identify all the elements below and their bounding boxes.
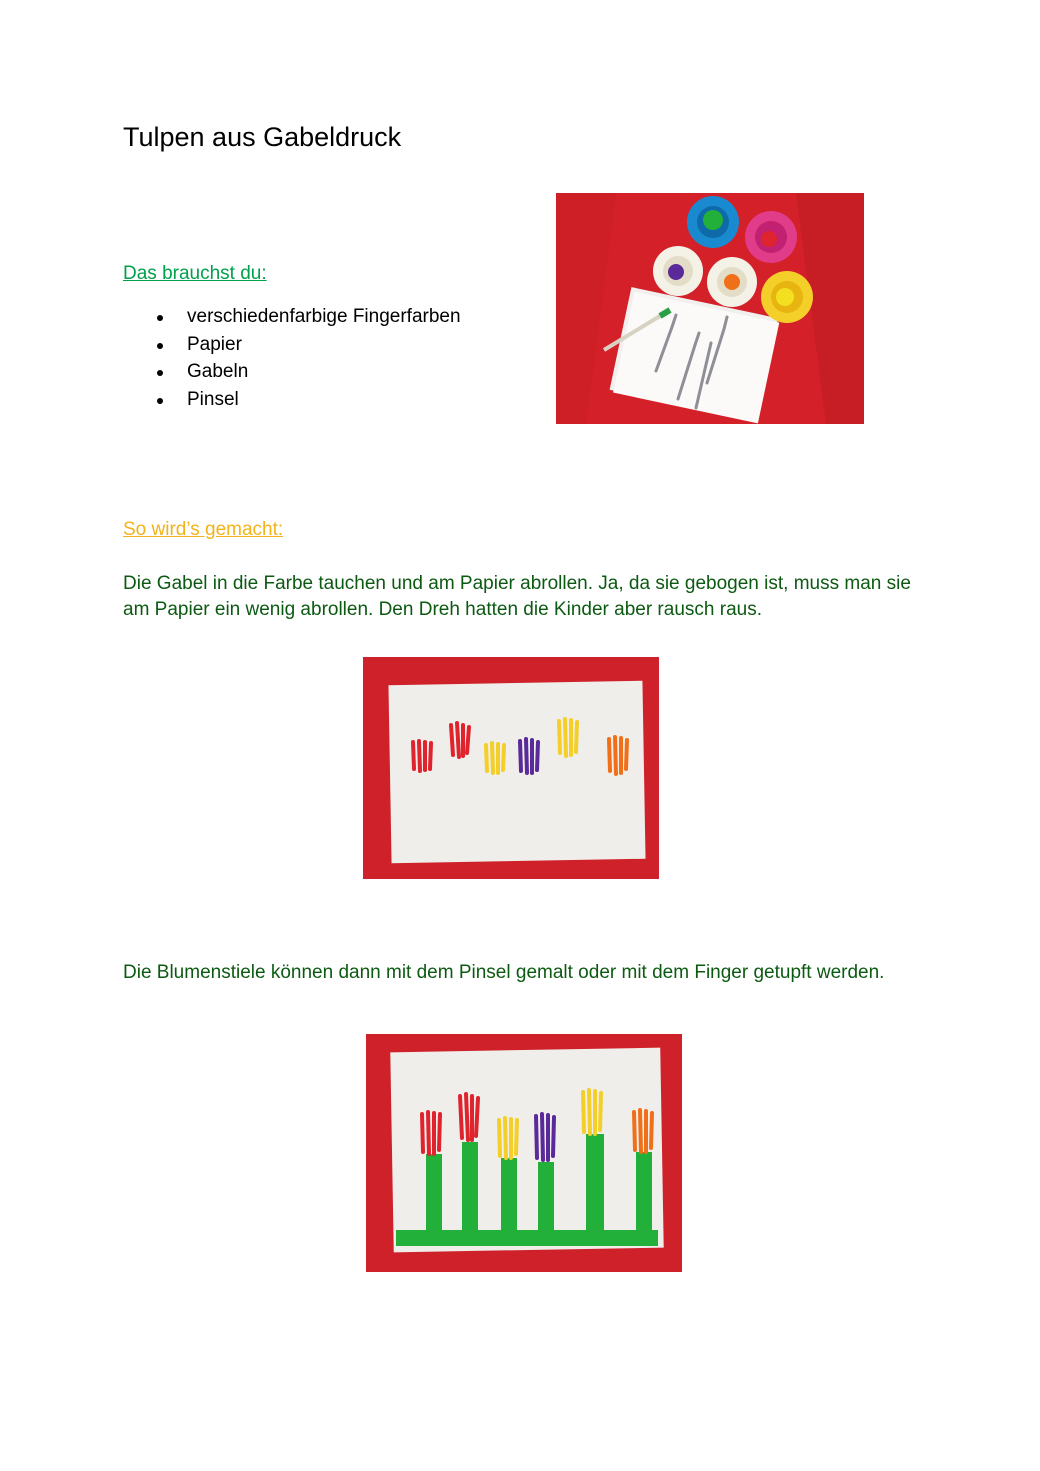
howto-heading: So wird’s gemacht:	[123, 519, 284, 540]
fork-prints-photo	[363, 657, 659, 879]
instruction-paragraph-1: Die Gabel in die Farbe tauchen und am Papier abrollen. Ja, da sie gebogen ist, muss man sie am Papier ein wenig abrollen. Den Dreh hatten die Kinder aber rausch raus.	[123, 573, 911, 620]
page-title: Tulpen aus Gabeldruck	[123, 122, 402, 152]
materials-photo	[556, 193, 864, 424]
materials-list	[155, 303, 461, 413]
list-item: Pinsel	[155, 386, 461, 414]
list-item: Gabeln	[155, 358, 461, 386]
finished-tulips-photo	[366, 1034, 682, 1272]
materials-heading: Das brauchst du:	[123, 263, 267, 284]
list-item: Papier	[155, 331, 461, 359]
instruction-paragraph-2: Die Blumenstiele können dann mit dem Pinsel gemalt oder mit dem Finger getupft werden.	[123, 962, 885, 983]
list-item: verschiedenfarbige Fingerfarben	[155, 303, 461, 331]
